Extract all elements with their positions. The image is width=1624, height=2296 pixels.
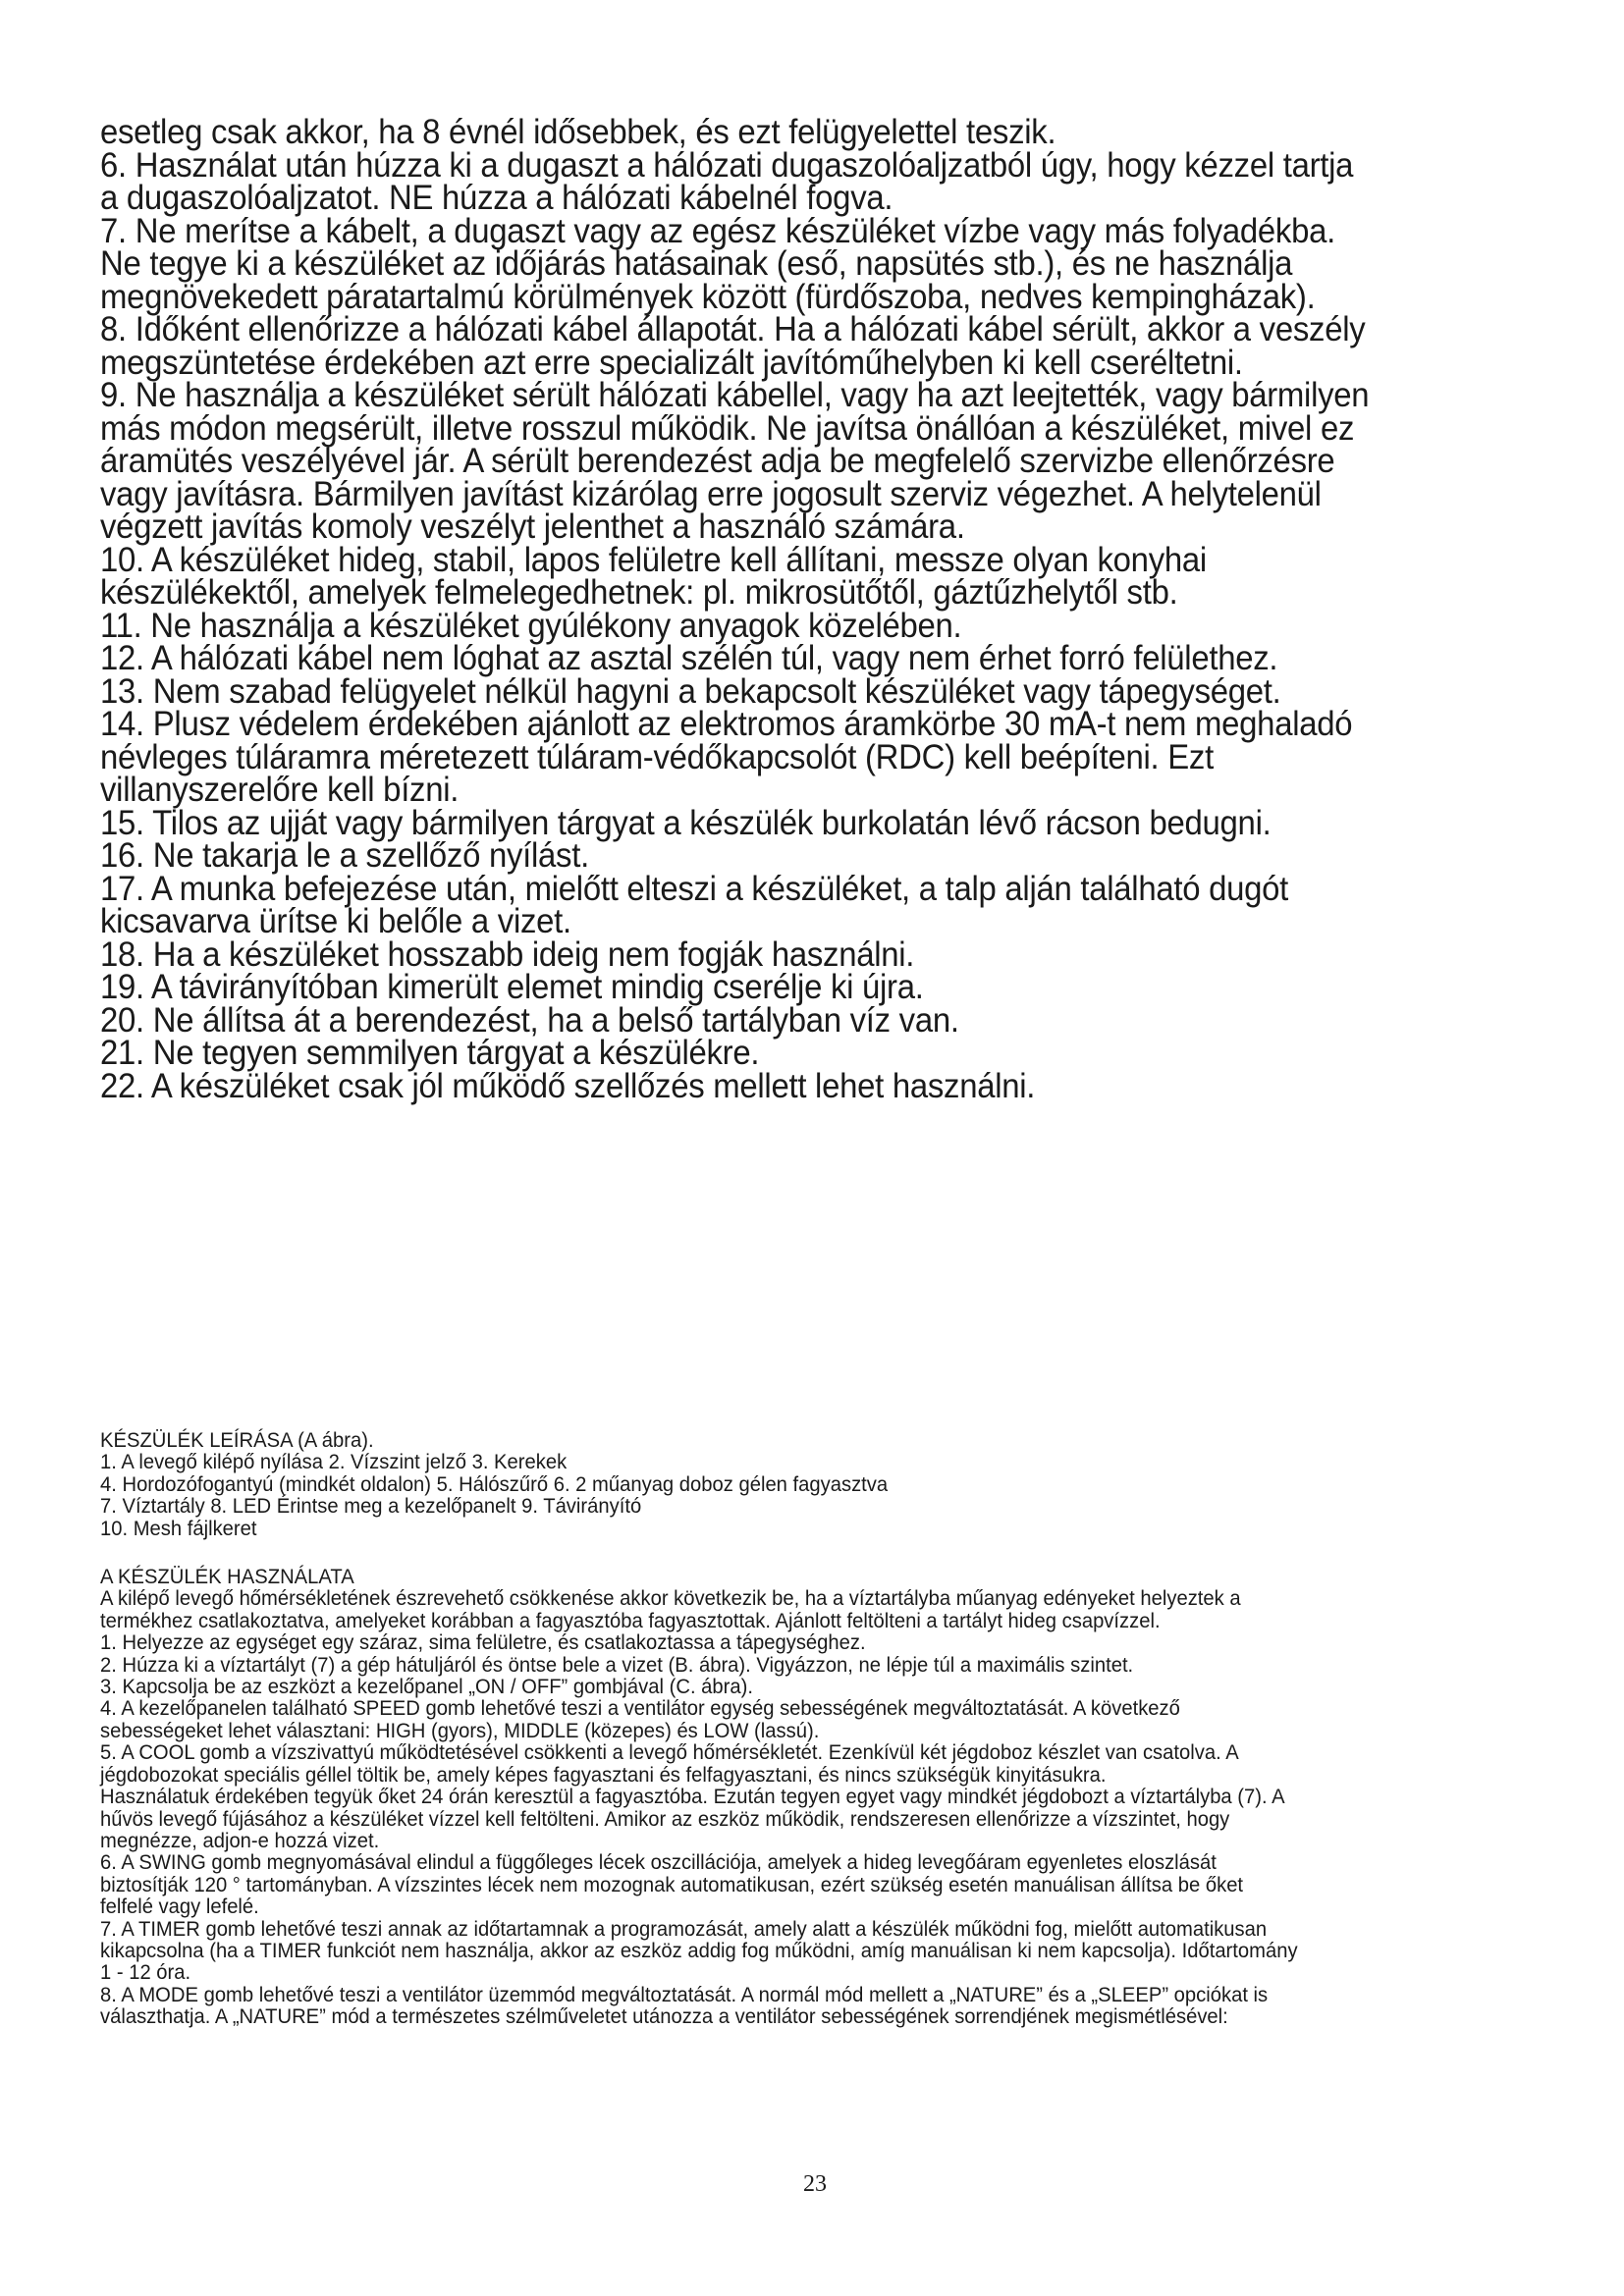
text-line: esetleg csak akkor, ha 8 évnél idősebbek, és ezt felügyelettel teszik. [100,113,1056,151]
usage-line: sebességeket lehet választani: HIGH (gyors), MIDDLE (közepes) és LOW (lassú). [100,1718,820,1742]
usage-line: 1. Helyezze az egységet egy száraz, sima felületre, és csatlakoztassa a tápegységhez. [100,1630,866,1655]
text-line: 22. A készüléket csak jól működő szellőzés mellett lehet használni. [100,1066,1036,1105]
usage-line: hűvös levegő fújásához a készüléket vízzel kell feltölteni. Amikor az eszköz működik, rendszeresen ellenőrizze a vízszintet, hogy [100,1806,1230,1831]
text-line: 19. A távirányítóban kimerült elemet mindig cserélje ki újra. [100,968,924,1006]
usage-line: 7. A TIMER gomb lehetővé teszi annak az időtartamnak a programozását, amely alatt a készülék működni fog, mielőtt automatikusan [100,1916,1268,1941]
text-line: kicsavarva ürítse ki belőle a vizet. [100,902,571,940]
text-line: készülékektől, amelyek felmelegedhetnek: pl. mikrosütőtől, gáztűzhelytől stb. [100,573,1178,612]
text-line: 9. Ne használja a készüléket sérült hálózati kábellel, vagy ha azt leejtették, vagy bármilyen [100,376,1370,414]
text-line: 16. Ne takarja le a szellőző nyílást. [100,836,589,875]
text-line: 17. A munka befejezése után, mielőtt elteszi a készüléket, a talp alján található dugót [100,869,1289,908]
page-number: 23 [803,2171,827,2197]
usage-line: 8. A MODE gomb lehetővé teszi a ventilátor üzemmód megváltoztatását. A normál mód mellett a „NATURE” és a „SLEEP” opciókat is [100,1982,1269,2006]
usage-line: 2. Húzza ki a víztartályt (7) a gép hátuljáról és öntse bele a vizet (B. ábra). Vigyázzon, ne lépje túl a maximális szintet. [100,1652,1134,1677]
text-line: 14. Plusz védelem érdekében ajánlott az elektromos áramkörbe 30 mA-t nem meghaladó [100,705,1353,743]
description-line: 1. A levegő kilépő nyílása 2. Vízszint jelző 3. Kerekek [100,1450,568,1474]
text-line: 8. Időként ellenőrizze a hálózati kábel állapotát. Ha a hálózati kábel sérült, akkor a veszély [100,310,1366,348]
usage-line: A kilépő levegő hőmérsékletének észrevehető csökkenése akkor következik be, ha a víztartályba műanyag edényeket helyeztek a [100,1586,1241,1611]
text-line: 21. Ne tegyen semmilyen tárgyat a készülékre. [100,1034,760,1072]
text-line: 10. A készüléket hideg, stabil, lapos felületre kell állítani, messze olyan konyhai [100,540,1207,579]
usage-line: választhatja. A „NATURE” mód a természetes szélműveletet utánozza a ventilátor sebességének sorrendjének megismétlésével: [100,2004,1228,2029]
description-line: 7. Víztartály 8. LED Érintse meg a kezelőpanelt 9. Távirányító [100,1494,642,1519]
text-line: 20. Ne állítsa át a berendezést, ha a belső tartályban víz van. [100,1000,959,1040]
usage-line: 4. A kezelőpanelen található SPEED gomb lehetővé teszi a ventilátor egység sebességének megváltoztatását. A következő [100,1696,1180,1721]
text-line: végzett javítás komoly veszélyt jelenthet a használó számára. [100,507,965,546]
description-heading: KÉSZÜLÉK LEÍRÁSA (A ábra). [100,1428,374,1452]
safety-instructions [100,113,1447,1105]
text-line: 6. Használat után húzza ki a dugaszt a hálózati dugaszolóaljzatból úgy, hogy kézzel tartja [100,145,1354,185]
text-line: 11. Ne használja a készüléket gyúlékony anyagok közelében. [100,606,962,645]
text-line: a dugaszolóaljzatot. NE húzza a hálózati kábelnél fogva. [100,179,893,217]
description-line: 10. Mesh fájlkeret [100,1516,257,1540]
usage-line: 3. Kapcsolja be az eszközt a kezelőpanel „ON / OFF” gombjával (C. ábra). [100,1675,753,1699]
text-line: névleges túláramra méretezett túláram-védőkapcsolót (RDC) kell beépíteni. Ezt [100,737,1214,776]
usage-heading: A KÉSZÜLÉK HASZNÁLATA [100,1565,354,1589]
usage-line: termékhez csatlakoztatva, amelyeket korábban a fagyasztóba fagyasztottak. Ajánlott feltölteni a tartályt hideg csapvízzel. [100,1608,1161,1632]
usage-line: 6. A SWING gomb megnyomásával elindul a függőleges lécek oszcillációja, amelyek a hideg levegőáram egyenletes eloszlását [100,1850,1217,1875]
text-line: megnövekedett páratartalmú körülmények között (fürdőszoba, nedves kempingházak). [100,277,1316,316]
device-sections [100,1429,1503,2028]
text-line: vagy javításra. Bármilyen javítást kizárólag erre jogosult szerviz végezhet. A helytelenül [100,474,1322,513]
usage-line: 1 - 12 óra. [100,1960,191,1985]
text-line: áramütés veszélyével jár. A sérült berendezést adja be megfelelő szervizbe ellenőrzésre [100,442,1335,480]
usage-line: 5. A COOL gomb a vízszivattyú működtetésével csökkenti a levegő hőmérsékletét. Ezenkívül két jégdoboz készlet van csatolva. A [100,1740,1239,1765]
text-line: Ne tegye ki a készüléket az időjárás hatásainak (eső, napsütés stb.), és ne használja [100,244,1293,283]
usage-line: Használatuk érdekében tegyük őket 24 órán keresztül a fagyasztóba. Ezután tegyen egyet vagy mindkét jégdobozt a víztartályba (7). A [100,1785,1285,1809]
text-line: megszüntetése érdekében azt erre specializált javítóműhelyben ki kell cseréltetni. [100,343,1243,382]
text-line: 12. A hálózati kábel nem lóghat az asztal szélén túl, vagy nem érhet forró felülethez. [100,639,1278,677]
text-line: más módon megsérült, illetve rosszul működik. Ne javítsa önállóan a készüléket, mivel ez [100,408,1355,448]
text-line: 13. Nem szabad felügyelet nélkül hagyni a bekapcsolt készüléket vagy tápegységet. [100,671,1281,711]
description-line: 4. Hordozófogantyú (mindkét oldalon) 5. Hálószűrő 6. 2 műanyag doboz gélen fagyasztva [100,1471,889,1496]
usage-line: megnézze, adjon-e hozzá vizet. [100,1828,380,1852]
section-spacer [100,1539,1503,1566]
text-line: 15. Tilos az ujját vagy bármilyen tárgyat a készülék burkolatán lévő rácson bedugni. [100,803,1272,842]
usage-line: felfelé vagy lefelé. [100,1895,259,1919]
text-line: 18. Ha a készüléket hosszabb ideig nem fogják használni. [100,934,915,974]
usage-line: jégdobozokat speciális géllel töltik be, amely képes fagyasztani és felfagyasztani, és nincs szükségük kinyitásukra. [100,1762,1107,1787]
text-line: 7. Ne merítse a kábelt, a dugaszt vagy az egész készüléket vízbe vagy más folyadékba. [100,211,1335,250]
usage-line: biztosítják 120 ° tartományban. A vízszintes lécek nem mozognak automatikusan, ezért szükség esetén manuálisan állítsa be őket [100,1872,1244,1896]
text-line: villanyszerelőre kell bízni. [100,771,460,809]
usage-line: kikapcsolna (ha a TIMER funkciót nem használja, akkor az eszköz addig fog működni, amíg manuálisan ki nem kapcsolja). Időtartomány [100,1938,1298,1962]
